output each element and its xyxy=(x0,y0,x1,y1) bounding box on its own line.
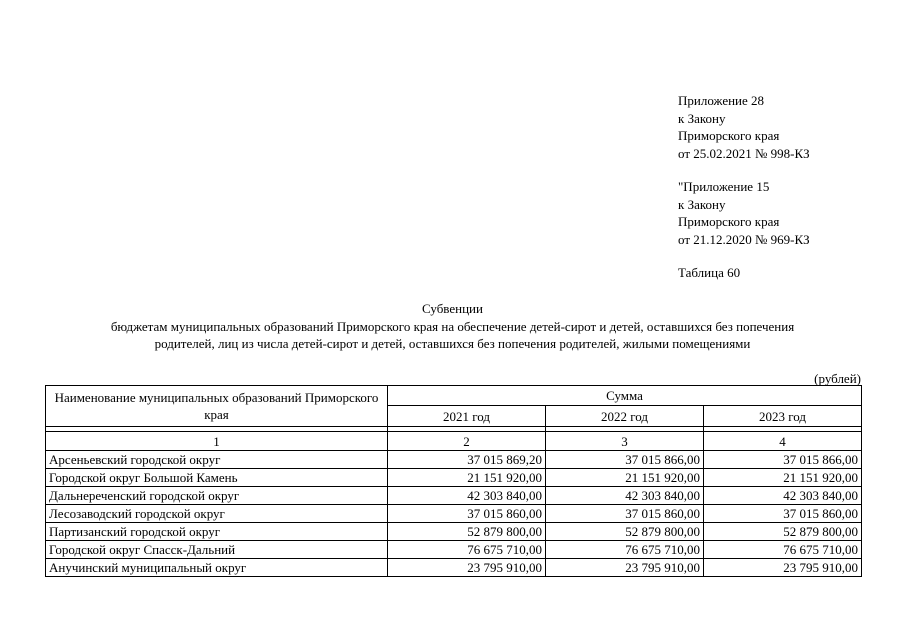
appendix-original-line1: "Приложение 15 xyxy=(678,179,770,194)
header-year-2023: 2023 год xyxy=(704,406,862,427)
column-number-row xyxy=(46,432,862,451)
appendix-current-line1: Приложение 28 xyxy=(678,93,765,108)
document-title-line1: Субвенции xyxy=(422,301,483,316)
amount-2023: 37 015 860,00 xyxy=(704,505,862,523)
column-number: 3 xyxy=(546,432,704,451)
header-municipality-name: Наименование муниципальных образований Приморского края xyxy=(46,386,388,427)
amount-2021: 21 151 920,00 xyxy=(388,469,546,487)
column-number: 2 xyxy=(388,432,546,451)
table-row xyxy=(46,451,862,469)
amount-2023: 76 675 710,00 xyxy=(704,541,862,559)
appendix-original-reference xyxy=(678,178,810,248)
municipality-name: Анучинский муниципальный округ xyxy=(46,559,388,577)
amount-2021: 52 879 800,00 xyxy=(388,523,546,541)
amount-2022: 21 151 920,00 xyxy=(546,469,704,487)
amount-2022: 76 675 710,00 xyxy=(546,541,704,559)
amount-2023: 52 879 800,00 xyxy=(704,523,862,541)
amount-2022: 23 795 910,00 xyxy=(546,559,704,577)
amount-2021: 37 015 869,20 xyxy=(388,451,546,469)
appendix-current-line4: от 25.02.2021 № 998-КЗ xyxy=(678,145,810,161)
unit-label: (рублей) xyxy=(814,371,861,386)
municipality-name: Городской округ Большой Камень xyxy=(46,469,388,487)
amount-2022: 52 879 800,00 xyxy=(546,523,704,541)
document-title-line2: бюджетам муниципальных образований Приморского края на обеспечение детей-сирот и детей, оставшихся без попечения xyxy=(110,318,795,334)
amount-2023: 42 303 840,00 xyxy=(704,487,862,505)
document-title xyxy=(0,300,905,353)
amount-2023: 23 795 910,00 xyxy=(704,559,862,577)
header-year-2022: 2022 год xyxy=(546,406,704,427)
appendix-original-line4: от 21.12.2020 № 969-КЗ xyxy=(678,231,810,247)
table-row xyxy=(46,559,862,577)
amount-2021: 37 015 860,00 xyxy=(388,505,546,523)
table-number: Таблица 60 xyxy=(678,265,741,280)
amount-2021: 76 675 710,00 xyxy=(388,541,546,559)
appendix-current-line2: к Закону xyxy=(678,110,726,126)
table-row xyxy=(46,541,862,559)
column-number: 4 xyxy=(704,432,862,451)
table-row xyxy=(46,505,862,523)
document-title-line3: родителей, лиц из числа детей-сирот и детей, оставшихся без попечения родителей, жилыми помещениями xyxy=(154,336,751,351)
header-year-2021: 2021 год xyxy=(388,406,546,427)
municipality-name: Арсеньевский городской округ xyxy=(46,451,388,469)
table-row xyxy=(46,523,862,541)
municipality-name: Партизанский городской округ xyxy=(46,523,388,541)
header-sum: Сумма xyxy=(388,386,862,406)
amount-2022: 37 015 866,00 xyxy=(546,451,704,469)
column-number: 1 xyxy=(46,432,388,451)
amount-2022: 37 015 860,00 xyxy=(546,505,704,523)
amount-2021: 23 795 910,00 xyxy=(388,559,546,577)
amount-2022: 42 303 840,00 xyxy=(546,487,704,505)
municipality-name: Дальнереченский городской округ xyxy=(46,487,388,505)
appendix-original-line3: Приморского края xyxy=(678,214,780,229)
table-row xyxy=(46,469,862,487)
municipality-name: Лесозаводский городской округ xyxy=(46,505,388,523)
appendix-original-line2: к Закону xyxy=(678,196,726,212)
amount-2023: 21 151 920,00 xyxy=(704,469,862,487)
amount-2023: 37 015 866,00 xyxy=(704,451,862,469)
amount-2021: 42 303 840,00 xyxy=(388,487,546,505)
appendix-current-reference xyxy=(678,92,810,162)
table-row xyxy=(46,487,862,505)
subsidies-table xyxy=(45,385,862,577)
appendix-current-line3: Приморского края xyxy=(678,128,780,143)
municipality-name: Городской округ Спасск-Дальний xyxy=(46,541,388,559)
